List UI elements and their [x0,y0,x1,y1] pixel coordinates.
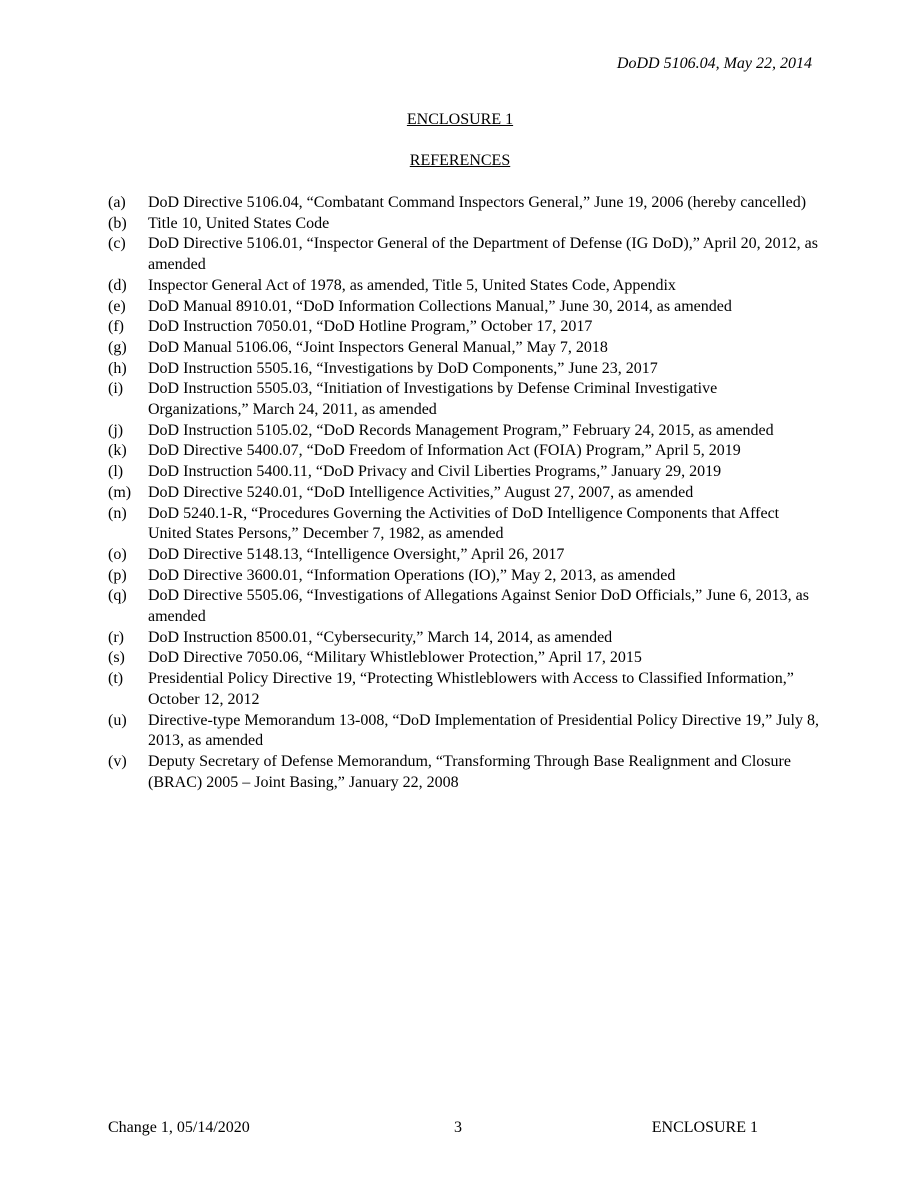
reference-text: DoD Directive 5148.13, “Intelligence Oversight,” April 26, 2017 [148,545,565,563]
reference-item-q [108,586,820,627]
reference-marker: (t) [108,670,124,688]
references-list [108,193,820,793]
reference-marker: (l) [108,463,124,481]
reference-marker: (u) [108,711,127,729]
reference-text: DoD Instruction 7050.01, “DoD Hotline Program,” October 17, 2017 [148,318,593,336]
reference-text: DoD Instruction 5105.02, “DoD Records Management Program,” February 24, 2015, as amended [148,421,774,439]
reference-text: DoD Instruction 5400.11, “DoD Privacy and Civil Liberties Programs,” January 29, 2019 [148,463,722,481]
reference-item-n [108,504,820,545]
page-footer [108,1118,758,1138]
reference-item-k [108,441,820,462]
reference-item-b [108,214,820,235]
reference-text: DoD 5240.1-R, “Procedures Governing the Activities of DoD Intelligence Components that Affect United States Persons,” December 7, 1982, as amended [148,504,780,543]
references-title: REFERENCES [409,152,511,169]
reference-marker: (j) [108,421,124,439]
reference-item-t [108,669,820,710]
reference-text: DoD Instruction 5505.03, “Initiation of Investigations by Defense Criminal Investigative Organizations,” March 24, 2011, as amended [148,380,718,419]
reference-item-o [108,545,820,566]
reference-item-g [108,338,820,359]
enclosure-title: ENCLOSURE 1 [406,111,514,128]
reference-text: Deputy Secretary of Defense Memorandum, “Transforming Through Base Realignment and Closure (BRAC) 2005 – Joint Basing,” January 22, 2008 [148,752,791,791]
reference-item-s [108,648,820,669]
reference-item-v [108,752,820,793]
reference-text: DoD Directive 5106.01, “Inspector General of the Department of Defense (IG DoD),” April 20, 2012, as amended [148,235,819,274]
reference-text: Title 10, United States Code [148,214,330,232]
reference-marker: (i) [108,380,124,398]
reference-text: DoD Manual 8910.01, “DoD Information Collections Manual,” June 30, 2014, as amended [148,297,732,315]
reference-item-m [108,483,820,504]
reference-marker: (k) [108,442,127,460]
reference-text: DoD Instruction 5505.16, “Investigations by DoD Components,” June 23, 2017 [148,359,658,377]
footer-page-number: 3 [454,1119,462,1136]
document-id-header: DoDD 5106.04, May 22, 2014 [616,55,812,72]
reference-marker: (n) [108,504,127,522]
reference-marker: (s) [108,649,125,667]
reference-item-h [108,359,820,380]
reference-text: DoD Directive 5505.06, “Investigations of Allegations Against Senior DoD Officials,” June 6, 2013, as amended [148,587,809,626]
reference-text: DoD Directive 3600.01, “Information Operations (IO),” May 2, 2013, as amended [148,566,676,584]
reference-text: DoD Directive 5106.04, “Combatant Command Inspectors General,” June 19, 2006 (hereby cancelled) [148,194,807,211]
reference-item-i [108,379,820,420]
reference-item-e [108,297,820,318]
reference-item-j [108,421,820,442]
reference-item-d [108,276,820,297]
reference-marker: (p) [108,566,127,584]
reference-text: Directive-type Memorandum 13-008, “DoD Implementation of Presidential Policy Directive 19,” July 8, 2013, as amended [148,711,819,750]
reference-text: Presidential Policy Directive 19, “Protecting Whistleblowers with Access to Classified Information,” October 12, 2012 [148,670,794,708]
reference-marker: (q) [108,587,127,605]
reference-item-p [108,566,820,587]
footer-change-date: Change 1, 05/14/2020 [108,1119,250,1136]
reference-marker: (h) [108,359,127,377]
reference-marker: (g) [108,338,127,356]
reference-marker: (a) [108,194,126,211]
reference-marker: (b) [108,214,127,232]
reference-text: DoD Directive 7050.06, “Military Whistleblower Protection,” April 17, 2015 [148,649,642,667]
reference-item-a [108,193,820,214]
reference-text: DoD Instruction 8500.01, “Cybersecurity,” March 14, 2014, as amended [148,628,613,646]
reference-item-l [108,462,820,483]
reference-text: DoD Manual 5106.06, “Joint Inspectors General Manual,” May 7, 2018 [148,338,608,356]
reference-text: Inspector General Act of 1978, as amended, Title 5, United States Code, Appendix [148,276,676,294]
reference-marker: (f) [108,318,124,336]
reference-marker: (m) [108,483,132,501]
reference-marker: (e) [108,297,126,315]
reference-text: DoD Directive 5400.07, “DoD Freedom of Information Act (FOIA) Program,” April 5, 2019 [148,442,741,460]
reference-marker: (o) [108,545,127,563]
reference-item-f [108,317,820,338]
reference-marker: (r) [108,628,124,646]
reference-text: DoD Directive 5240.01, “DoD Intelligence Activities,” August 27, 2007, as amended [148,483,694,501]
reference-item-c [108,234,820,275]
reference-marker: (d) [108,276,127,294]
footer-enclosure: ENCLOSURE 1 [651,1119,758,1136]
reference-marker: (c) [108,235,126,253]
reference-item-r [108,628,820,649]
reference-item-u [108,711,820,752]
reference-marker: (v) [108,752,127,770]
